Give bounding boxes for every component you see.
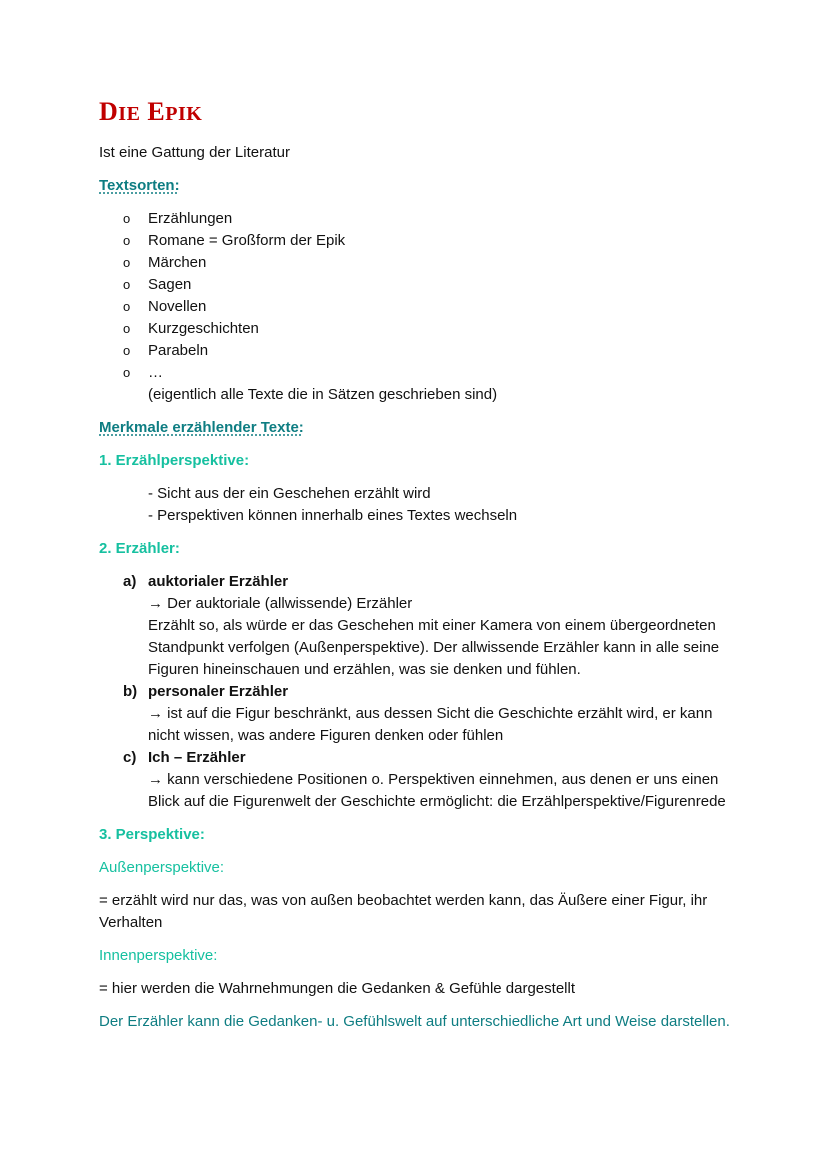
circle-bullet-icon: o [123, 321, 131, 336]
circle-bullet-icon: o [123, 255, 131, 270]
section2-heading: 2. Erzähler: [99, 540, 180, 557]
merkmale-heading: Merkmale erzählender Texte: [99, 419, 304, 436]
closing-text: Der Erzähler kann die Gedanken- u. Gefühlswelt auf unterschiedliche Art und Weise darstellen. [99, 1013, 730, 1030]
circle-bullet-icon: o [123, 299, 131, 314]
circle-bullet-icon: o [123, 233, 131, 248]
document-page [99, 96, 739, 1033]
section1-heading: 1. Erzählperspektive: [99, 452, 250, 469]
item-heading: auktorialer Erzähler [148, 573, 289, 590]
aussenperspektive-text: = erzählt wird nur das, was von außen beobachtet werden kann, das Äußere einer Figur, ihr Verhalten [99, 892, 708, 931]
title-rest-pik: PIK [165, 103, 203, 125]
list-item: o Märchen [99, 252, 739, 274]
item-heading: personaler Erzähler [148, 683, 289, 700]
textsorten-list [99, 208, 739, 406]
list-item: a) auktorialer Erzähler → Der auktoriale (allwissende) Erzähler Erzählt so, als würde er das Geschehen mit einer Kamera von einem übergeordneten Standpunkt verfolgen (Außenperspektive). Der allwissende Erzähler kann in alle seine Figuren hineinschauen und erzählen, was sie denken und fühlen. [99, 571, 739, 681]
item-marker: a) [123, 573, 137, 590]
list-item: o Erzählungen [99, 208, 739, 230]
list-item: o Parabeln [99, 340, 739, 362]
innenperspektive-label: Innenperspektive: [99, 947, 218, 964]
section1-body [99, 483, 739, 527]
list-item: o Kurzgeschichten [99, 318, 739, 340]
list-item: c) Ich – Erzähler → kann verschiedene Positionen o. Perspektiven einnehmen, aus denen er uns einen Blick auf die Figurenwelt der Geschichte ermöglicht: die Erzählperspektive/Figurenrede [99, 747, 739, 813]
list-item: o … [99, 362, 739, 384]
list-item: o Sagen [99, 274, 739, 296]
circle-bullet-icon: o [123, 365, 131, 380]
section1-line: - Perspektiven können innerhalb eines Textes wechseln [148, 507, 518, 524]
item-marker: c) [123, 749, 137, 766]
title-rest-ie: IE [118, 103, 141, 125]
erzaehler-list [99, 571, 739, 813]
section3-heading: 3. Perspektive: [99, 826, 205, 843]
item-heading: Ich – Erzähler [148, 749, 246, 766]
circle-bullet-icon: o [123, 343, 131, 358]
title-initial-d: D [99, 97, 119, 126]
item-marker: b) [123, 683, 138, 700]
aussenperspektive-label: Außenperspektive: [99, 859, 225, 876]
title-initial-e: E [147, 97, 166, 126]
circle-bullet-icon: o [123, 211, 131, 226]
list-item: b) personaler Erzähler → ist auf die Figur beschränkt, aus dessen Sicht die Geschichte erzählt wird, er kann nicht wissen, was andere Figuren denken oder fühlen [99, 681, 739, 747]
list-item: o Romane = Großform der Epik [99, 230, 739, 252]
list-item: o Novellen [99, 296, 739, 318]
innenperspektive-text: = hier werden die Wahrnehmungen die Gedanken & Gefühle dargestellt [99, 980, 575, 997]
list-note: (eigentlich alle Texte die in Sätzen geschrieben sind) [148, 386, 498, 403]
section1-line: - Sicht aus der ein Geschehen erzählt wird [148, 485, 431, 502]
subtitle: Ist eine Gattung der Literatur [99, 144, 290, 161]
page-title [99, 96, 739, 130]
textsorten-heading: Textsorten: [99, 177, 180, 194]
circle-bullet-icon: o [123, 277, 131, 292]
